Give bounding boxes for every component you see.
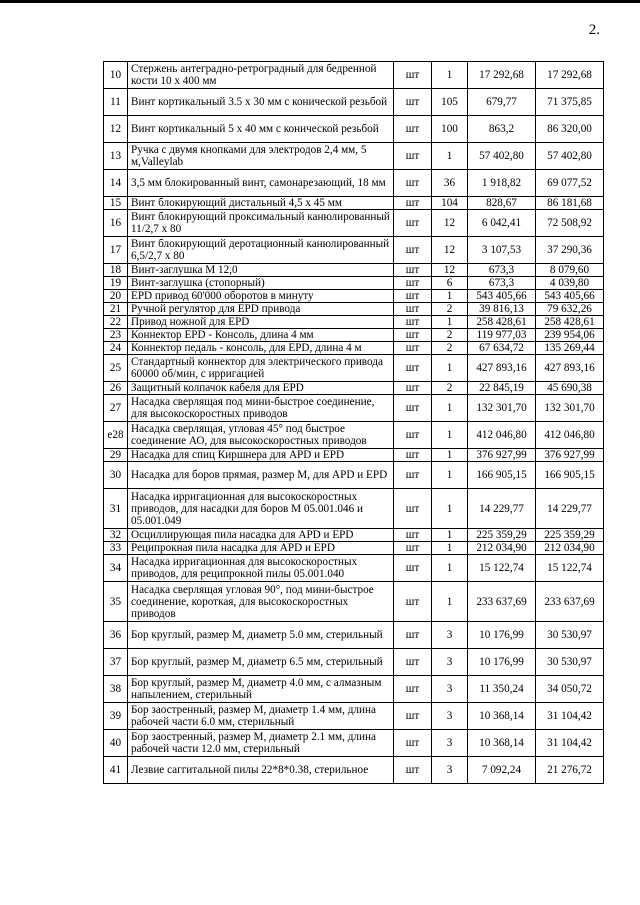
quantity-cell: 2 (432, 303, 468, 316)
row-number-cell: 16 (104, 210, 128, 237)
total-sum-cell: 166 905,15 (536, 462, 604, 489)
unit-price-cell: 673,3 (468, 264, 536, 277)
table-row (104, 462, 604, 489)
quantity-cell: 1 (432, 143, 468, 170)
total-sum-cell: 239 954,06 (536, 329, 604, 342)
row-number-cell: 37 (104, 649, 128, 676)
row-number-cell: 26 (104, 382, 128, 395)
quantity-cell: 2 (432, 342, 468, 355)
unit-price-cell: 679,77 (468, 89, 536, 116)
item-name-cell: Насадка для боров прямая, размер М, для APD и EPD (128, 462, 394, 489)
unit-price-cell: 233 637,69 (468, 582, 536, 622)
item-name-cell: Реципрокная пила насадка для APD и EPD (128, 542, 394, 555)
row-number-cell: 13 (104, 143, 128, 170)
unit-price-cell: 10 368,14 (468, 703, 536, 730)
unit-price-cell: 376 927,99 (468, 449, 536, 462)
unit-price-cell: 57 402,80 (468, 143, 536, 170)
quantity-cell: 2 (432, 329, 468, 342)
quantity-cell: 1 (432, 316, 468, 329)
unit-cell: шт (394, 555, 432, 582)
table-row (104, 316, 604, 329)
unit-price-cell: 828,67 (468, 197, 536, 210)
table-row (104, 422, 604, 449)
item-name-cell: Винт-заглушка (стопорный) (128, 277, 394, 290)
row-number-cell: 41 (104, 757, 128, 784)
row-number-cell: 12 (104, 116, 128, 143)
row-number-cell: 32 (104, 529, 128, 542)
total-sum-cell: 79 632,26 (536, 303, 604, 316)
total-sum-cell: 30 530,97 (536, 622, 604, 649)
table-row (104, 676, 604, 703)
item-name-cell: Стержень антеградно-ретроградный для бедренной кости 10 х 400 мм (128, 62, 394, 89)
unit-cell: шт (394, 210, 432, 237)
quantity-cell: 1 (432, 582, 468, 622)
table-row (104, 329, 604, 342)
total-sum-cell: 212 034,90 (536, 542, 604, 555)
row-number-cell: 25 (104, 355, 128, 382)
quantity-cell: 3 (432, 676, 468, 703)
table-row (104, 529, 604, 542)
unit-price-cell: 258 428,61 (468, 316, 536, 329)
quantity-cell: 1 (432, 355, 468, 382)
table-row (104, 582, 604, 622)
unit-price-cell: 3 107,53 (468, 237, 536, 264)
unit-price-cell: 166 905,15 (468, 462, 536, 489)
item-name-cell: Коннектор EPD - Консоль, длина 4 мм (128, 329, 394, 342)
total-sum-cell: 135 269,44 (536, 342, 604, 355)
item-name-cell: Защитный колпачок кабеля для EPD (128, 382, 394, 395)
unit-cell: шт (394, 62, 432, 89)
quantity-cell: 1 (432, 542, 468, 555)
unit-price-cell: 7 092,24 (468, 757, 536, 784)
item-name-cell: Бор круглый, размер М, диаметр 4.0 мм, с алмазным напылением, стерильный (128, 676, 394, 703)
table-row (104, 382, 604, 395)
total-sum-cell: 31 104,42 (536, 703, 604, 730)
unit-price-cell: 39 816,13 (468, 303, 536, 316)
total-sum-cell: 30 530,97 (536, 649, 604, 676)
quantity-cell: 1 (432, 290, 468, 303)
unit-price-cell: 67 634,72 (468, 342, 536, 355)
total-sum-cell: 233 637,69 (536, 582, 604, 622)
total-sum-cell: 72 508,92 (536, 210, 604, 237)
unit-price-cell: 22 845,19 (468, 382, 536, 395)
quantity-cell: 1 (432, 395, 468, 422)
total-sum-cell: 34 050,72 (536, 676, 604, 703)
quantity-cell: 6 (432, 277, 468, 290)
row-number-cell: 36 (104, 622, 128, 649)
unit-cell: шт (394, 237, 432, 264)
total-sum-cell: 86 320,00 (536, 116, 604, 143)
row-number-cell: 24 (104, 342, 128, 355)
total-sum-cell: 86 181,68 (536, 197, 604, 210)
quantity-cell: 12 (432, 210, 468, 237)
total-sum-cell: 17 292,68 (536, 62, 604, 89)
item-name-cell: Насадка сверлящая угловая 90°, под мини-быстрое соединение, короткая, для высокоскоростных приводов (128, 582, 394, 622)
item-name-cell: Бор заостренный, размер М, диаметр 1.4 мм, длина рабочей части 6.0 мм, стерильный (128, 703, 394, 730)
row-number-cell: 40 (104, 730, 128, 757)
item-name-cell: Бор круглый, размер М, диаметр 6.5 мм, стерильный (128, 649, 394, 676)
unit-cell: шт (394, 582, 432, 622)
quantity-cell: 1 (432, 555, 468, 582)
item-name-cell: Осциллирующая пила насадка для APD и EPD (128, 529, 394, 542)
item-name-cell: Винт-заглушка М 12,0 (128, 264, 394, 277)
unit-cell: шт (394, 89, 432, 116)
unit-cell: шт (394, 303, 432, 316)
unit-price-cell: 225 359,29 (468, 529, 536, 542)
quantity-cell: 1 (432, 462, 468, 489)
row-number-cell: 31 (104, 489, 128, 529)
quantity-cell: 36 (432, 170, 468, 197)
unit-price-cell: 673,3 (468, 277, 536, 290)
total-sum-cell: 132 301,70 (536, 395, 604, 422)
unit-cell: шт (394, 462, 432, 489)
total-sum-cell: 258 428,61 (536, 316, 604, 329)
row-number-cell: 34 (104, 555, 128, 582)
table-row (104, 730, 604, 757)
unit-cell: шт (394, 703, 432, 730)
unit-price-cell: 10 176,99 (468, 649, 536, 676)
table-row (104, 116, 604, 143)
item-name-cell: Винт кортикальный 3.5 х 30 мм с конической резьбой (128, 89, 394, 116)
unit-cell: шт (394, 277, 432, 290)
table-row (104, 649, 604, 676)
item-name-cell: Ручной регулятор для EPD привода (128, 303, 394, 316)
item-name-cell: Насадка ирригационная для высокоскоростных приводов, для насадки для боров М 05.001.046 и 05.001.049 (128, 489, 394, 529)
row-number-cell: 15 (104, 197, 128, 210)
table-row (104, 290, 604, 303)
table-row (104, 210, 604, 237)
unit-cell: шт (394, 529, 432, 542)
table-row (104, 757, 604, 784)
row-number-cell: 39 (104, 703, 128, 730)
unit-price-cell: 132 301,70 (468, 395, 536, 422)
item-name-cell: Привод ножной для EPD (128, 316, 394, 329)
total-sum-cell: 15 122,74 (536, 555, 604, 582)
table-row (104, 62, 604, 89)
row-number-cell: 38 (104, 676, 128, 703)
unit-price-cell: 212 034,90 (468, 542, 536, 555)
item-name-cell: Насадка для спиц Киршнера для APD и EPD (128, 449, 394, 462)
item-name-cell: Насадка сверлящая под мини-быстрое соединение, для высокоскоростных приводов (128, 395, 394, 422)
quantity-cell: 1 (432, 62, 468, 89)
unit-cell: шт (394, 422, 432, 449)
unit-cell: шт (394, 170, 432, 197)
item-name-cell: EPD привод 60'000 оборотов в минуту (128, 290, 394, 303)
unit-cell: шт (394, 290, 432, 303)
item-name-cell: Ручка с двумя кнопками для электродов 2,4 мм, 5 м,Valleylab (128, 143, 394, 170)
row-number-cell: 19 (104, 277, 128, 290)
quantity-cell: 3 (432, 757, 468, 784)
item-name-cell: Бор заостренный, размер М, диаметр 2.1 мм, длина рабочей части 12.0 мм, стерильный (128, 730, 394, 757)
table-row (104, 197, 604, 210)
unit-cell: шт (394, 355, 432, 382)
unit-price-cell: 15 122,74 (468, 555, 536, 582)
unit-cell: шт (394, 342, 432, 355)
unit-cell: шт (394, 316, 432, 329)
unit-cell: шт (394, 264, 432, 277)
table-row (104, 143, 604, 170)
quantity-cell: 3 (432, 622, 468, 649)
table-row (104, 277, 604, 290)
total-sum-cell: 31 104,42 (536, 730, 604, 757)
unit-cell: шт (394, 489, 432, 529)
total-sum-cell: 45 690,38 (536, 382, 604, 395)
unit-cell: шт (394, 329, 432, 342)
unit-price-cell: 17 292,68 (468, 62, 536, 89)
total-sum-cell: 543 405,66 (536, 290, 604, 303)
row-number-cell: 21 (104, 303, 128, 316)
table-row (104, 355, 604, 382)
unit-cell: шт (394, 395, 432, 422)
quantity-cell: 3 (432, 703, 468, 730)
table-row (104, 703, 604, 730)
quantity-cell: 104 (432, 197, 468, 210)
item-name-cell: Винт блокирующий деротационный канюлированный 6,5/2,7 х 80 (128, 237, 394, 264)
total-sum-cell: 8 079,60 (536, 264, 604, 277)
row-number-cell: 27 (104, 395, 128, 422)
unit-cell: шт (394, 649, 432, 676)
table-row (104, 264, 604, 277)
quantity-cell: 12 (432, 264, 468, 277)
total-sum-cell: 412 046,80 (536, 422, 604, 449)
row-number-cell: 17 (104, 237, 128, 264)
unit-cell: шт (394, 382, 432, 395)
row-number-cell: 14 (104, 170, 128, 197)
table-row (104, 555, 604, 582)
unit-cell: шт (394, 449, 432, 462)
row-number-cell: 11 (104, 89, 128, 116)
table-row (104, 303, 604, 316)
unit-price-cell: 412 046,80 (468, 422, 536, 449)
unit-price-cell: 10 176,99 (468, 622, 536, 649)
quantity-cell: 1 (432, 449, 468, 462)
table-row (104, 342, 604, 355)
row-number-cell: 33 (104, 542, 128, 555)
total-sum-cell: 57 402,80 (536, 143, 604, 170)
quantity-cell: 3 (432, 649, 468, 676)
item-name-cell: 3,5 мм блокированный винт, самонарезающий, 18 мм (128, 170, 394, 197)
row-number-cell: 35 (104, 582, 128, 622)
unit-cell: шт (394, 542, 432, 555)
item-name-cell: Насадка ирригационная для высокоскоростных приводов, для реципрокной пилы 05.001.040 (128, 555, 394, 582)
item-name-cell: Лезвие саггитальной пилы 22*8*0.38, стерильное (128, 757, 394, 784)
unit-cell: шт (394, 622, 432, 649)
total-sum-cell: 14 229,77 (536, 489, 604, 529)
unit-price-cell: 1 918,82 (468, 170, 536, 197)
table-row (104, 237, 604, 264)
unit-cell: шт (394, 730, 432, 757)
unit-price-cell: 11 350,24 (468, 676, 536, 703)
total-sum-cell: 37 290,36 (536, 237, 604, 264)
quantity-cell: 1 (432, 489, 468, 529)
unit-cell: шт (394, 757, 432, 784)
item-name-cell: Винт кортикальный 5 х 40 мм с конической резьбой (128, 116, 394, 143)
quantity-cell: 1 (432, 422, 468, 449)
total-sum-cell: 21 276,72 (536, 757, 604, 784)
row-number-cell: 23 (104, 329, 128, 342)
row-number-cell: 20 (104, 290, 128, 303)
unit-cell: шт (394, 143, 432, 170)
unit-cell: шт (394, 197, 432, 210)
quantity-cell: 3 (432, 730, 468, 757)
unit-price-cell: 119 977,03 (468, 329, 536, 342)
total-sum-cell: 225 359,29 (536, 529, 604, 542)
table-row (104, 170, 604, 197)
item-name-cell: Коннектор педаль - консоль, для EPD, длина 4 м (128, 342, 394, 355)
quantity-cell: 105 (432, 89, 468, 116)
row-number-cell: 29 (104, 449, 128, 462)
row-number-cell: 18 (104, 264, 128, 277)
unit-price-cell: 10 368,14 (468, 730, 536, 757)
table-row (104, 89, 604, 116)
item-name-cell: Винт блокирующий дистальный 4,5 х 45 мм (128, 197, 394, 210)
table-row (104, 395, 604, 422)
items-table-body (104, 62, 604, 784)
table-row (104, 622, 604, 649)
quantity-cell: 100 (432, 116, 468, 143)
row-number-cell: e28 (104, 422, 128, 449)
item-name-cell: Бор круглый, размер М, диаметр 5.0 мм, стерильный (128, 622, 394, 649)
items-table (103, 61, 604, 784)
quantity-cell: 1 (432, 529, 468, 542)
unit-price-cell: 863,2 (468, 116, 536, 143)
total-sum-cell: 376 927,99 (536, 449, 604, 462)
total-sum-cell: 69 077,52 (536, 170, 604, 197)
total-sum-cell: 71 375,85 (536, 89, 604, 116)
unit-cell: шт (394, 676, 432, 703)
item-name-cell: Винт блокирующий проксимальный канюлированный 11/2,7 х 80 (128, 210, 394, 237)
unit-price-cell: 6 042,41 (468, 210, 536, 237)
table-row (104, 542, 604, 555)
item-name-cell: Стандартный коннектор для электрического привода 60000 об/мин, с ирригацией (128, 355, 394, 382)
quantity-cell: 12 (432, 237, 468, 264)
item-name-cell: Насадка сверлящая, угловая 45° под быстрое соединение АО, для высокоскоростных приводов (128, 422, 394, 449)
row-number-cell: 22 (104, 316, 128, 329)
top-border-line (0, 0, 640, 3)
quantity-cell: 2 (432, 382, 468, 395)
page-number: 2. (588, 22, 600, 38)
row-number-cell: 30 (104, 462, 128, 489)
row-number-cell: 10 (104, 62, 128, 89)
unit-price-cell: 14 229,77 (468, 489, 536, 529)
unit-price-cell: 427 893,16 (468, 355, 536, 382)
unit-price-cell: 543 405,66 (468, 290, 536, 303)
table-row (104, 449, 604, 462)
table-row (104, 489, 604, 529)
total-sum-cell: 4 039,80 (536, 277, 604, 290)
total-sum-cell: 427 893,16 (536, 355, 604, 382)
unit-cell: шт (394, 116, 432, 143)
